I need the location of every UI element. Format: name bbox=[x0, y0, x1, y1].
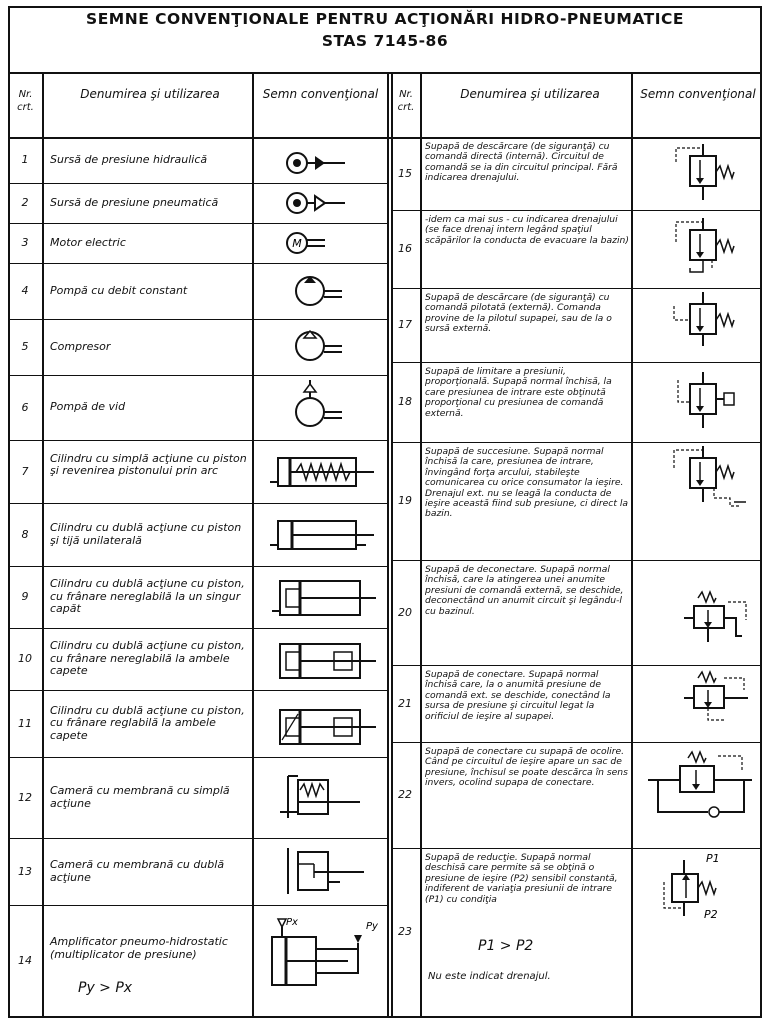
symbol-pneumatic-source bbox=[285, 192, 355, 214]
row-divider bbox=[391, 742, 762, 743]
row-divider bbox=[8, 223, 389, 224]
row-number: 3 bbox=[21, 236, 29, 249]
row-name: Cameră cu membrană cu dublă acţiune bbox=[50, 858, 225, 884]
row-name: Sursă de presiune pneumatică bbox=[50, 195, 219, 209]
symbol-relief-valve-drain bbox=[668, 216, 748, 280]
row-number: 7 bbox=[21, 464, 29, 478]
row-number: 2 bbox=[21, 196, 29, 209]
col-rule bbox=[42, 72, 44, 1018]
page-title bbox=[8, 8, 762, 52]
row-divider bbox=[391, 210, 762, 211]
svg-text:Py: Py bbox=[366, 921, 378, 932]
row-description: Supapă de deconectare. Supapă normal închisă, care la atingerea unei anumite presiuni de comandă externă, se deschide, deconectând un anumit circuit şi legându-l cu bazinul. bbox=[425, 564, 624, 617]
row-description: Supapă de limitare a presiunii, proporţională. Supapă normal închisă, la care presiunea de intrare este obţinută proporţional cu presiunea de comandă externă. bbox=[425, 366, 612, 419]
row-divider bbox=[8, 319, 389, 320]
header-symbol-left: Semn convenţional bbox=[262, 87, 379, 101]
row-name: Pompă cu debit constant bbox=[50, 283, 188, 297]
header-divider bbox=[8, 137, 762, 139]
symbol-cylinder-damping-both-ends bbox=[272, 640, 382, 684]
svg-text:P2: P2 bbox=[704, 908, 718, 921]
row-divider bbox=[8, 263, 389, 264]
header-name-right: Denumirea şi utilizarea bbox=[460, 87, 600, 101]
row-name: Pompă de vid bbox=[50, 400, 126, 414]
row-description: Supapă de conectare cu supapă de ocolire. Când pe circuitul de ieşire apare un sac de presiune, închisul se poate descărca în sens invers, ocolind supapa de conectare. bbox=[425, 746, 628, 789]
row-number: 1 bbox=[21, 153, 29, 166]
row-number: 11 bbox=[18, 716, 32, 730]
row-formula: Py > Px bbox=[78, 980, 133, 996]
col-rule bbox=[420, 72, 422, 1018]
row-description: -idem ca mai sus - cu indicarea drenajului (se face drenaj intern legând spaţiul scăpărilor la conducta de evacuare la bazin) bbox=[425, 214, 629, 246]
row-description: Supapă de succesiune. Supapă normal închisă la care, presiunea de intrare, învingând forţa arcului, stabileşte comunicarea cu orice consumator la ieşire. Drenajul ext. nu se leagă la conducta de ieşire această fiind sub presiune, ci direct la bazin. bbox=[425, 446, 629, 520]
row-number: 16 bbox=[398, 242, 412, 255]
header-nr-right: Nr. crt. bbox=[397, 89, 415, 113]
row-number: 12 bbox=[18, 790, 32, 804]
row-number: 4 bbox=[21, 284, 29, 297]
row-number: 8 bbox=[21, 527, 29, 541]
row-divider bbox=[391, 848, 762, 849]
row-number: 17 bbox=[398, 318, 412, 331]
col-rule bbox=[252, 72, 254, 1018]
row-name: Cilindru cu simplă acţiune cu piston şi revenirea pistonului prin arc bbox=[50, 451, 247, 478]
symbol-relief-valve-pilot bbox=[668, 292, 748, 348]
row-divider bbox=[8, 183, 389, 184]
row-number: 23 bbox=[398, 925, 412, 938]
col-rule bbox=[387, 72, 389, 1018]
row-divider bbox=[391, 362, 762, 363]
symbol-pressure-intensifier bbox=[262, 915, 382, 995]
symbol-diaphragm-single bbox=[280, 772, 370, 822]
row-number: 20 bbox=[398, 605, 412, 619]
row-divider bbox=[8, 905, 389, 906]
svg-text:P1: P1 bbox=[706, 852, 720, 865]
symbol-sequence-valve bbox=[668, 446, 752, 510]
row-number: 5 bbox=[21, 340, 29, 353]
row-name: Sursă de presiune hidraulică bbox=[50, 152, 208, 166]
symbol-constant-pump bbox=[290, 273, 350, 309]
row-number: 18 bbox=[398, 395, 412, 408]
svg-text:Px: Px bbox=[286, 917, 298, 928]
symbol-proportional-pressure-limiter bbox=[668, 370, 748, 430]
symbol-electric-motor bbox=[285, 231, 355, 255]
symbol-connect-valve bbox=[684, 668, 760, 728]
svg-text:M: M bbox=[292, 237, 302, 250]
row-number: 19 bbox=[398, 494, 412, 507]
col-rule bbox=[631, 72, 633, 1018]
row-name: Cilindru cu dublă acţiune cu piston, cu frânare reglabilă la ambele capete bbox=[50, 703, 245, 742]
header-nr-left: Nr. crt. bbox=[17, 89, 34, 113]
row-divider bbox=[8, 440, 389, 441]
symbol-reducing-valve bbox=[660, 852, 736, 924]
row-name: Cameră cu membrană cu simplă acţiune bbox=[50, 784, 230, 810]
row-name: Cilindru cu dublă acţiune cu piston şi tijă unilaterală bbox=[50, 521, 242, 547]
row-divider bbox=[8, 503, 389, 504]
title-divider bbox=[8, 72, 762, 74]
symbol-cylinder-damping-one-end bbox=[272, 577, 382, 621]
row-number: 14 bbox=[18, 953, 32, 967]
row-number: 9 bbox=[21, 590, 29, 603]
symbol-connect-valve-bypass bbox=[648, 750, 760, 826]
row-description: Supapă de conectare. Supapă normal închisă care, la o anumită presiune de comandă ext. se deschide, conectând la sursa de presiune şi circuitul legat la orificiul de ieşire al supapei. bbox=[425, 669, 611, 722]
row-description: Supapă de descărcare (de siguranţă) cu comandă directă (internă). Circuitul de comandă se ia din circuitul principal. Fără indicarea drenajului. bbox=[425, 141, 618, 184]
row-name: Amplificator pneumo-hidrostatic (multiplicator de presiune) bbox=[50, 935, 228, 961]
row-name: Cilindru cu dublă acţiune cu piston, cu frânare nereglabilă la ambele capete bbox=[50, 639, 245, 678]
row-divider bbox=[8, 838, 389, 839]
row-divider bbox=[8, 566, 389, 567]
symbol-hydraulic-source bbox=[285, 152, 355, 174]
row-divider bbox=[391, 442, 762, 443]
col-rule bbox=[391, 72, 393, 1018]
row-divider bbox=[391, 560, 762, 561]
row-description: Supapă de descărcare (de siguranţă) cu comandă pilotată (externă). Comanda provine de la pilotul supapei, sau de la o sursă externă. bbox=[425, 292, 612, 335]
row-number: 21 bbox=[398, 696, 412, 710]
symbol-relief-valve-direct bbox=[668, 142, 748, 204]
row-number: 10 bbox=[18, 652, 32, 665]
title-line-2: STAS 7145-86 bbox=[321, 32, 449, 50]
symbol-cylinder-adjustable-damping bbox=[272, 706, 382, 750]
row-divider bbox=[8, 757, 389, 758]
title-line-1: SEMNE CONVENŢIONALE PENTRU ACŢIONĂRI HIDRO-PNEUMATICE bbox=[86, 10, 684, 28]
row-name: Compresor bbox=[50, 339, 111, 353]
header-symbol-right: Semn convenţional bbox=[640, 87, 756, 101]
symbol-vacuum-pump bbox=[290, 380, 350, 432]
header-name-left: Denumirea şi utilizarea bbox=[80, 87, 220, 101]
row-formula: P1 > P2 bbox=[478, 938, 534, 954]
row-divider bbox=[8, 690, 389, 691]
row-divider bbox=[391, 665, 762, 666]
symbol-disconnect-valve bbox=[684, 588, 760, 648]
symbol-diaphragm-double bbox=[280, 846, 370, 896]
row-number: 22 bbox=[398, 788, 412, 801]
row-divider bbox=[8, 628, 389, 629]
row-number: 6 bbox=[21, 400, 29, 414]
row-divider bbox=[8, 375, 389, 376]
row-name: Cilindru cu dublă acţiune cu piston, cu frânare nereglabilă la un singur capăt bbox=[50, 577, 245, 616]
symbol-compressor bbox=[290, 328, 350, 364]
symbol-double-acting-cylinder bbox=[270, 515, 380, 555]
row-note: Nu este indicat drenajul. bbox=[428, 971, 551, 982]
row-number: 15 bbox=[398, 166, 412, 180]
row-description: Supapă de reducţie. Supapă normal deschisă care permite să se obţină o presiune de ieşire (P2) sensibil constantă, indiferent de variaţia presiunii de intrare (P1) cu condiţia bbox=[425, 852, 618, 905]
symbol-single-acting-cylinder bbox=[270, 452, 380, 492]
row-divider bbox=[391, 288, 762, 289]
row-number: 13 bbox=[18, 864, 32, 878]
row-name: Motor electric bbox=[50, 235, 126, 249]
